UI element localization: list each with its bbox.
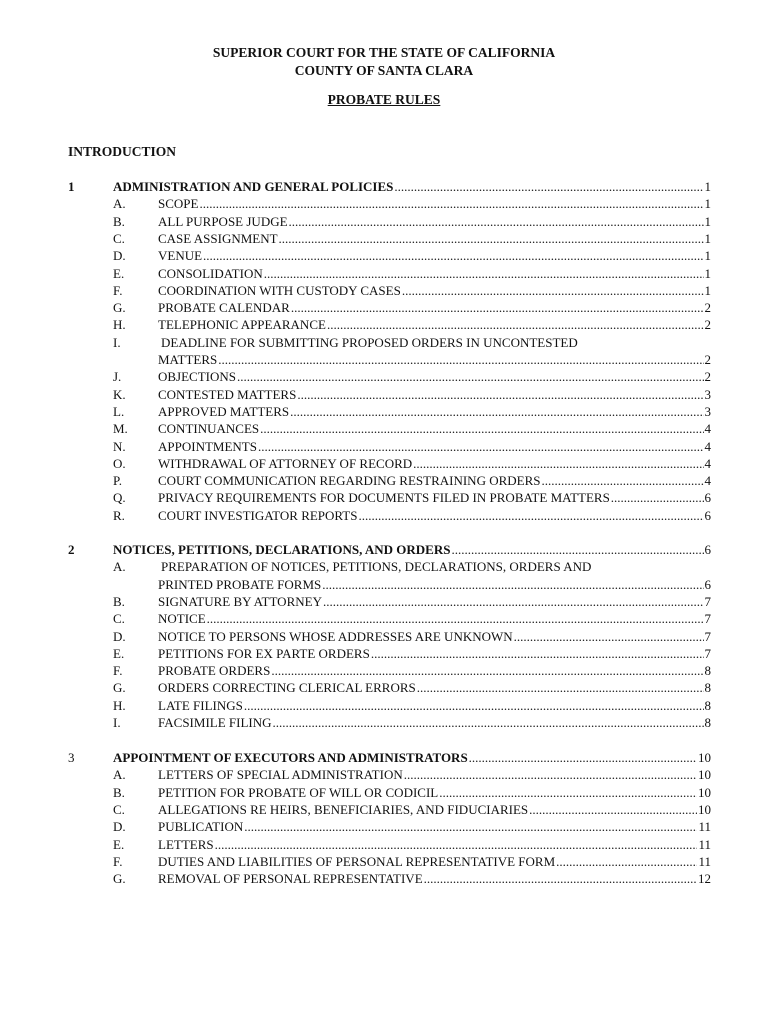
item-entry-title: TELEPHONIC APPEARANCE xyxy=(158,317,326,333)
toc-item-row xyxy=(0,213,768,230)
dot-leader xyxy=(556,853,697,870)
dot-leader xyxy=(291,299,704,316)
item-letter: E. xyxy=(113,265,125,281)
dot-leader xyxy=(264,265,704,282)
item-entry-title: NOTICE TO PERSONS WHOSE ADDRESSES ARE UNKNOWN xyxy=(158,628,513,644)
dot-leader xyxy=(417,679,704,696)
section-number: 1 xyxy=(68,179,75,194)
item-letter: F. xyxy=(113,663,123,679)
item-entry-page: 2 xyxy=(704,352,711,367)
item-entry-page: 1 xyxy=(704,230,711,246)
item-entry-page: 1 xyxy=(704,213,711,229)
dot-leader xyxy=(244,697,704,714)
item-entry-page: 8 xyxy=(704,680,711,696)
item-letter: G. xyxy=(113,871,126,887)
item-entry-title: PRINTED PROBATE FORMS xyxy=(158,576,322,592)
item-entry-title: APPROVED MATTERS xyxy=(158,403,290,419)
item-entry xyxy=(158,489,711,506)
toc-item-row xyxy=(0,403,768,420)
item-letter: I. xyxy=(113,715,121,730)
item-entry-title: ALLEGATIONS RE HEIRS, BENEFICIARIES, AND FIDUCIARIES xyxy=(158,801,529,817)
dot-leader xyxy=(529,801,697,818)
toc-item-row xyxy=(0,230,768,247)
toc-item-row xyxy=(0,818,768,835)
toc-item-row xyxy=(0,853,768,870)
dot-leader xyxy=(218,351,703,368)
item-entry-page: 11 xyxy=(698,836,711,852)
item-letter: D. xyxy=(113,248,126,264)
item-entry xyxy=(158,853,711,870)
section-entry-title: NOTICES, PETITIONS, DECLARATIONS, AND ORDERS xyxy=(113,542,451,557)
item-letter: F. xyxy=(113,853,123,869)
toc-item-row xyxy=(0,195,768,212)
dot-leader xyxy=(327,316,704,333)
item-entry-page: 4 xyxy=(704,473,711,489)
item-entry xyxy=(158,368,711,385)
item-entry-page: 11 xyxy=(698,853,711,869)
item-letter: E. xyxy=(113,645,125,661)
item-entry-page: 4 xyxy=(704,455,711,471)
item-letter: M. xyxy=(113,421,128,437)
dot-leader xyxy=(203,247,703,264)
item-entry-title: PROBATE CALENDAR xyxy=(158,300,290,316)
dot-leader xyxy=(271,662,703,679)
item-entry-title: CONTESTED MATTERS xyxy=(158,386,297,402)
item-entry xyxy=(158,714,711,731)
item-entry-page: 7 xyxy=(704,628,711,644)
dot-leader xyxy=(322,576,703,593)
item-letter: E. xyxy=(113,836,125,852)
toc-item-row xyxy=(0,679,768,696)
introduction-heading: INTRODUCTION xyxy=(68,144,177,159)
item-entry-title: LETTERS OF SPECIAL ADMINISTRATION xyxy=(158,767,403,783)
dot-leader xyxy=(297,386,703,403)
item-entry xyxy=(158,818,711,835)
item-entry xyxy=(158,784,711,801)
document-title-text: PROBATE RULES xyxy=(327,92,441,107)
toc-item-row xyxy=(0,282,768,299)
dot-leader xyxy=(358,507,703,524)
item-letter: C. xyxy=(113,611,125,627)
section-number: 2 xyxy=(68,542,75,557)
item-entry-page: 4 xyxy=(704,421,711,437)
item-entry-page: 8 xyxy=(704,715,711,730)
toc-item-continuation-row xyxy=(0,576,768,593)
item-letter: O. xyxy=(113,455,126,471)
item-entry-title: PETITIONS FOR EX PARTE ORDERS xyxy=(158,645,370,661)
item-entry-page: 8 xyxy=(704,663,711,679)
dot-leader xyxy=(215,836,698,853)
item-entry-page: 6 xyxy=(704,507,711,523)
item-entry xyxy=(158,403,711,420)
item-letter: F. xyxy=(113,282,123,298)
item-entry-page: 8 xyxy=(704,697,711,713)
item-entry-title: APPOINTMENTS xyxy=(158,438,257,454)
section-entry-title: ADMINISTRATION AND GENERAL POLICIES xyxy=(113,179,394,194)
dot-leader xyxy=(394,178,703,195)
item-entry-page: 2 xyxy=(704,317,711,333)
item-letter: H. xyxy=(113,317,126,333)
item-entry-page: 3 xyxy=(704,386,711,402)
court-name: SUPERIOR COURT FOR THE STATE OF CALIFORNIA xyxy=(212,45,556,60)
document-title xyxy=(0,92,768,108)
section-entry-page: 1 xyxy=(704,179,711,194)
item-entry-title: LETTERS xyxy=(158,836,214,852)
item-entry xyxy=(158,472,711,489)
item-entry-page: 7 xyxy=(704,645,711,661)
item-entry-page: 3 xyxy=(704,403,711,419)
item-entry xyxy=(158,697,711,714)
toc-item-row xyxy=(0,628,768,645)
section-entry-page: 6 xyxy=(704,542,711,557)
dot-leader xyxy=(273,714,704,731)
toc-item-continuation-row xyxy=(0,351,768,368)
item-letter: G. xyxy=(113,680,126,696)
dot-leader xyxy=(260,420,703,437)
item-entry-page: 6 xyxy=(704,490,711,506)
item-entry-page: 1 xyxy=(704,265,711,281)
item-entry-title: CASE ASSIGNMENT xyxy=(158,230,278,246)
item-entry-title: CONSOLIDATION xyxy=(158,265,263,281)
item-entry-title: MATTERS xyxy=(158,352,218,367)
toc-item-row xyxy=(0,697,768,714)
section-number: 3 xyxy=(68,750,75,765)
item-letter: D. xyxy=(113,819,126,835)
toc-item-row xyxy=(0,766,768,783)
item-entry-page: 6 xyxy=(704,576,711,592)
item-entry-title: PROBATE ORDERS xyxy=(158,663,271,679)
dot-leader xyxy=(469,749,697,766)
item-entry xyxy=(158,679,711,696)
dot-leader xyxy=(258,438,704,455)
item-title-line1: PREPARATION OF NOTICES, PETITIONS, DECLARATIONS, ORDERS AND xyxy=(161,559,592,575)
dot-leader xyxy=(451,541,703,558)
toc-item-row xyxy=(0,472,768,489)
toc-item-row xyxy=(0,386,768,403)
section-entry-title: APPOINTMENT OF EXECUTORS AND ADMINISTRATORS xyxy=(113,750,468,765)
item-entry-title: PETITION FOR PROBATE OF WILL OR CODICIL xyxy=(158,784,439,800)
dot-leader xyxy=(290,403,703,420)
toc-item-row xyxy=(0,801,768,818)
toc-item-row xyxy=(0,420,768,437)
dot-leader xyxy=(323,593,704,610)
toc-item-row xyxy=(0,368,768,385)
dot-leader xyxy=(542,472,704,489)
item-entry xyxy=(158,247,711,264)
item-letter: A. xyxy=(113,196,126,212)
item-letter: B. xyxy=(113,213,125,229)
item-entry xyxy=(158,766,711,783)
item-entry xyxy=(158,801,711,818)
item-entry-title: COURT COMMUNICATION REGARDING RESTRAINING ORDERS xyxy=(158,473,541,489)
item-entry-page: 4 xyxy=(704,438,711,454)
item-entry-page: 10 xyxy=(698,767,711,783)
item-letter: N. xyxy=(113,438,126,454)
item-entry xyxy=(158,299,711,316)
item-entry xyxy=(158,230,711,247)
item-entry-page: 2 xyxy=(704,369,711,385)
toc-item-row xyxy=(0,265,768,282)
item-entry xyxy=(158,455,711,472)
item-entry-page: 2 xyxy=(704,300,711,316)
item-entry-title: COURT INVESTIGATOR REPORTS xyxy=(158,507,358,523)
item-entry xyxy=(158,507,711,524)
item-entry xyxy=(158,870,711,887)
item-letter: K. xyxy=(113,386,126,402)
item-title-line1: DEADLINE FOR SUBMITTING PROPOSED ORDERS IN UNCONTESTED xyxy=(161,334,578,350)
item-entry-title: ALL PURPOSE JUDGE xyxy=(158,213,288,229)
item-entry xyxy=(158,386,711,403)
toc-item-row xyxy=(0,334,768,351)
item-letter: A. xyxy=(113,559,126,575)
item-entry-page: 10 xyxy=(698,784,711,800)
item-entry xyxy=(158,213,711,230)
item-entry-title: PRIVACY REQUIREMENTS FOR DOCUMENTS FILED IN PROBATE MATTERS xyxy=(158,490,610,506)
dot-leader xyxy=(279,230,704,247)
toc-item-row xyxy=(0,247,768,264)
dot-leader xyxy=(439,784,697,801)
item-entry-title: LATE FILINGS xyxy=(158,697,243,713)
dot-leader xyxy=(611,489,704,506)
item-entry-title: WITHDRAWAL OF ATTORNEY OF RECORD xyxy=(158,455,413,471)
dot-leader xyxy=(413,455,703,472)
item-entry xyxy=(158,576,711,593)
item-entry xyxy=(158,593,711,610)
toc-item-row xyxy=(0,662,768,679)
item-letter: C. xyxy=(113,801,125,817)
item-entry-title: SCOPE xyxy=(158,196,199,212)
dot-leader xyxy=(371,645,704,662)
toc-item-row xyxy=(0,593,768,610)
toc-item-row xyxy=(0,507,768,524)
item-entry-title: SIGNATURE BY ATTORNEY xyxy=(158,593,322,609)
dot-leader xyxy=(207,610,704,627)
item-letter: L. xyxy=(113,403,125,419)
item-letter: P. xyxy=(113,473,123,489)
toc-item-row xyxy=(0,714,768,731)
section-entry xyxy=(113,541,711,558)
item-letter: A. xyxy=(113,767,126,783)
dot-leader xyxy=(199,195,703,212)
item-letter: J. xyxy=(113,369,122,385)
toc-section-row xyxy=(0,178,768,195)
item-entry-page: 11 xyxy=(698,819,711,835)
section-entry xyxy=(113,749,711,766)
toc-item-row xyxy=(0,455,768,472)
toc-item-row xyxy=(0,784,768,801)
item-entry xyxy=(158,351,711,368)
item-entry-page: 7 xyxy=(704,611,711,627)
item-letter: B. xyxy=(113,593,125,609)
item-entry xyxy=(158,610,711,627)
item-entry-page: 1 xyxy=(704,282,711,298)
item-entry xyxy=(158,316,711,333)
item-entry-title: VENUE xyxy=(158,248,203,264)
item-letter: C. xyxy=(113,230,125,246)
dot-leader xyxy=(289,213,704,230)
dot-leader xyxy=(424,870,697,887)
item-entry-title: NOTICE xyxy=(158,611,206,627)
item-entry-title: REMOVAL OF PERSONAL REPRESENTATIVE xyxy=(158,871,423,887)
toc-item-row xyxy=(0,558,768,575)
item-letter: G. xyxy=(113,300,126,316)
item-entry-title: COORDINATION WITH CUSTODY CASES xyxy=(158,282,401,298)
toc-section-row xyxy=(0,749,768,766)
item-letter: B. xyxy=(113,784,125,800)
item-entry-page: 12 xyxy=(698,871,711,887)
dot-leader xyxy=(237,368,703,385)
item-entry xyxy=(158,420,711,437)
item-entry xyxy=(158,265,711,282)
item-letter: R. xyxy=(113,507,125,523)
dot-leader xyxy=(404,766,697,783)
item-entry-page: 7 xyxy=(704,593,711,609)
dot-leader xyxy=(514,628,704,645)
item-entry xyxy=(158,836,711,853)
item-entry-title: CONTINUANCES xyxy=(158,421,260,437)
item-entry-title: FACSIMILE FILING xyxy=(158,715,272,730)
toc-item-row xyxy=(0,836,768,853)
item-entry-page: 1 xyxy=(704,248,711,264)
item-entry-title: PUBLICATION xyxy=(158,819,244,835)
toc-item-row xyxy=(0,870,768,887)
toc-item-row xyxy=(0,299,768,316)
item-entry xyxy=(158,438,711,455)
item-entry-title: DUTIES AND LIABILITIES OF PERSONAL REPRESENTATIVE FORM xyxy=(158,853,556,869)
item-entry xyxy=(158,628,711,645)
item-letter: H. xyxy=(113,697,126,713)
item-entry-page: 1 xyxy=(704,196,711,212)
section-entry xyxy=(113,178,711,195)
toc-item-row xyxy=(0,438,768,455)
item-entry xyxy=(158,282,711,299)
toc-item-row xyxy=(0,645,768,662)
toc-item-row xyxy=(0,489,768,506)
dot-leader xyxy=(402,282,704,299)
toc-item-row xyxy=(0,610,768,627)
toc-section-row xyxy=(0,541,768,558)
item-entry xyxy=(158,195,711,212)
item-entry-title: OBJECTIONS xyxy=(158,369,237,385)
item-entry xyxy=(158,662,711,679)
item-letter: D. xyxy=(113,628,126,644)
item-entry xyxy=(158,645,711,662)
item-entry-page: 10 xyxy=(698,801,711,817)
county-name: COUNTY OF SANTA CLARA xyxy=(294,63,474,78)
dot-leader xyxy=(244,818,697,835)
section-entry-page: 10 xyxy=(698,750,711,765)
item-letter: I. xyxy=(113,334,121,350)
item-letter: Q. xyxy=(113,490,126,506)
toc-item-row xyxy=(0,316,768,333)
item-entry-title: ORDERS CORRECTING CLERICAL ERRORS xyxy=(158,680,416,696)
